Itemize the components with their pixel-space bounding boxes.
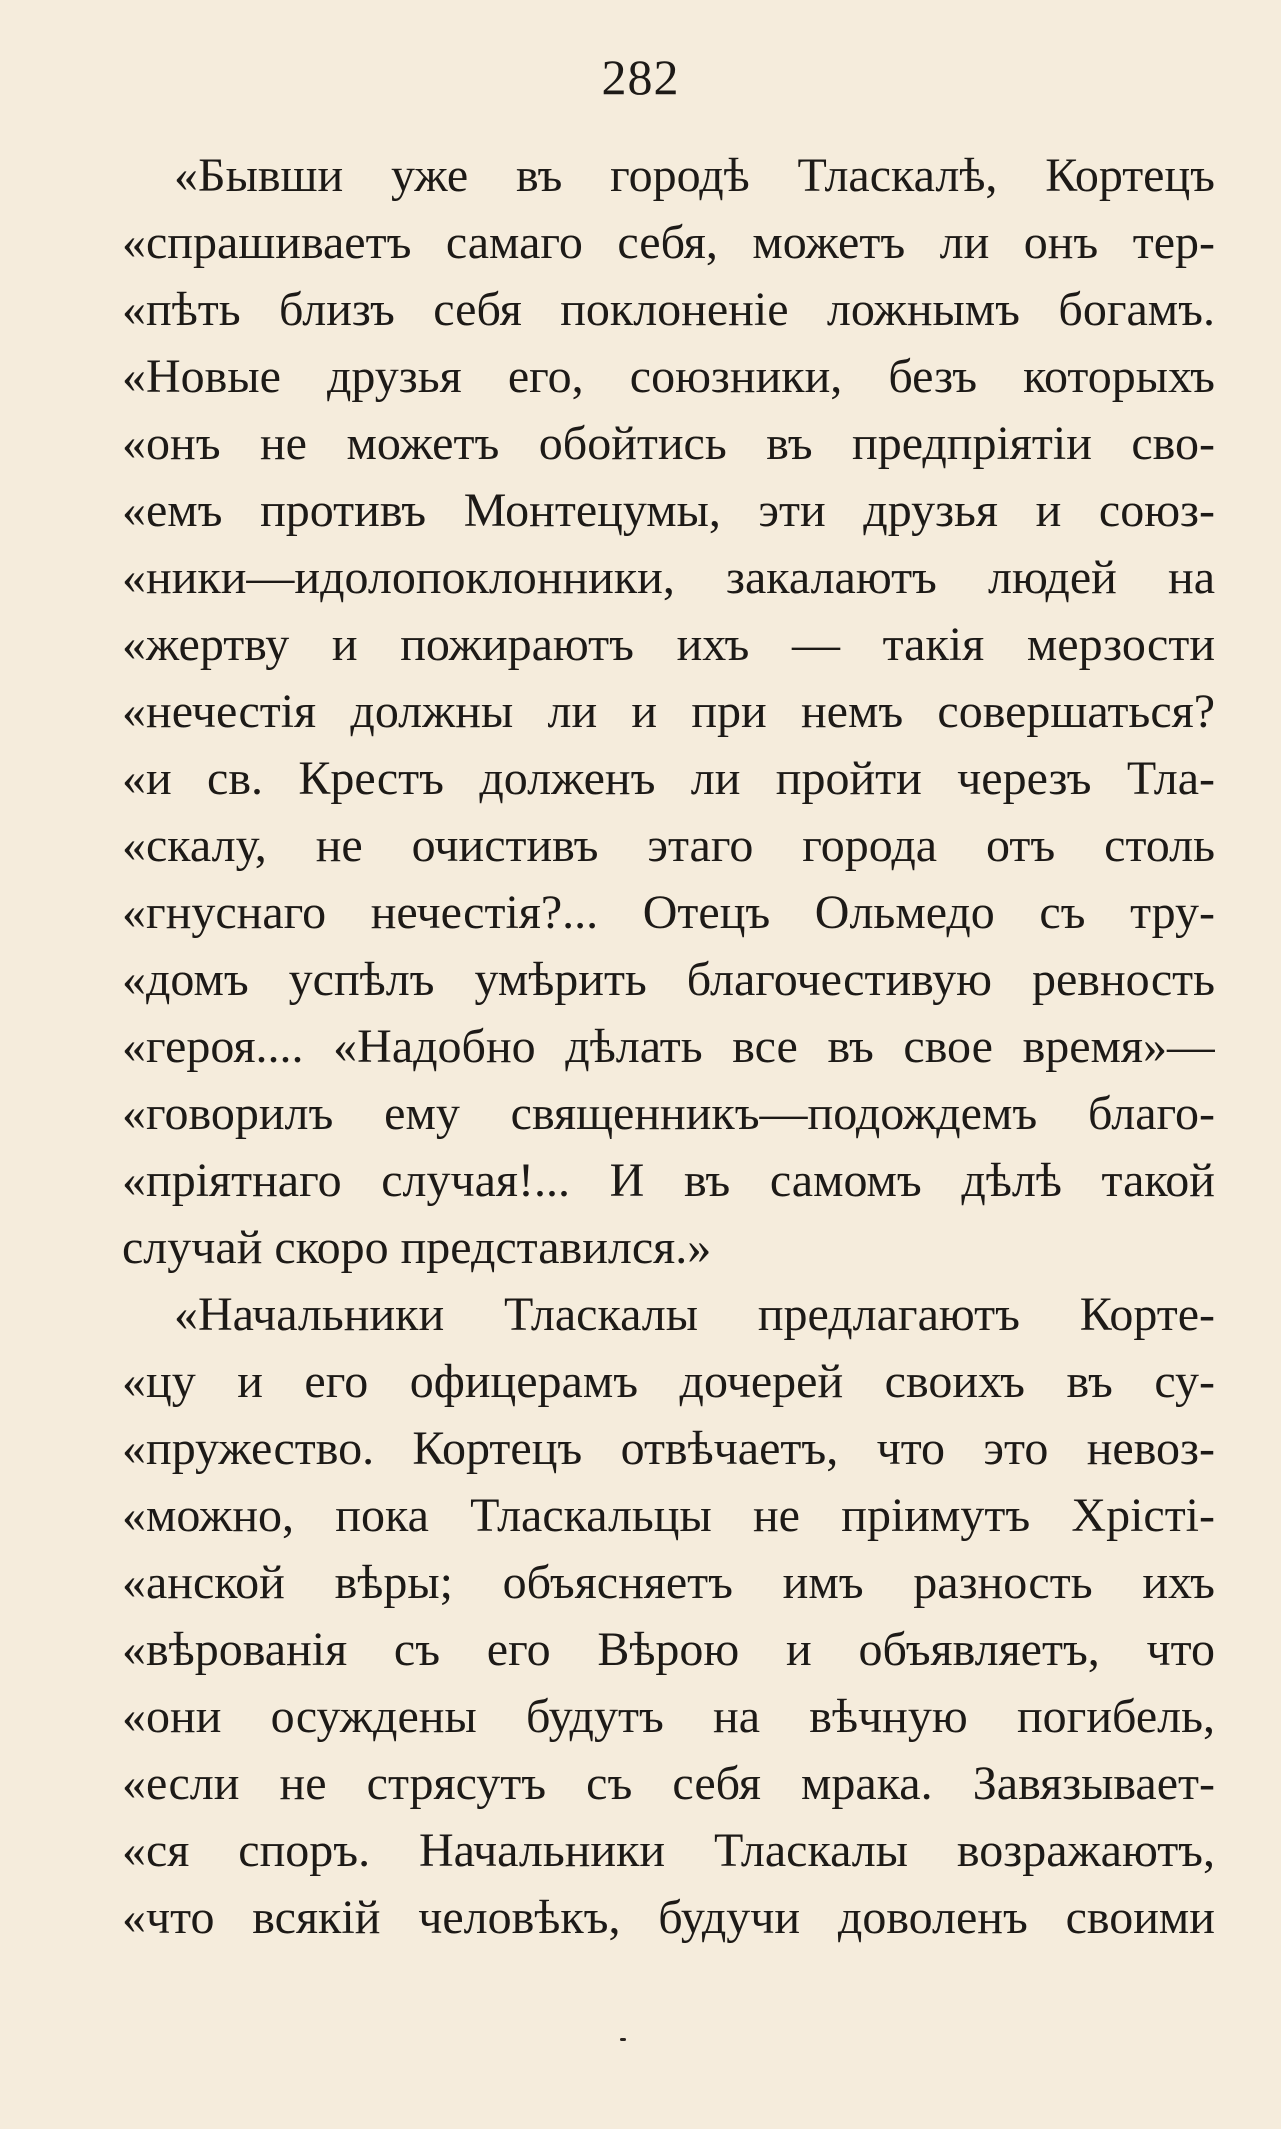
text-line: «если не стрясутъ съ себя мрака. Завязывает- (122, 1757, 1215, 1810)
text-line: «и св. Крестъ долженъ ли пройти черезъ Тла- (122, 752, 1215, 805)
text-line: «цу и его офицерамъ дочерей своихъ въ су- (122, 1355, 1215, 1408)
text-line: «емъ противъ Монтецумы, эти друзья и союз- (122, 484, 1215, 537)
text-line: «пружество. Кортецъ отвѣчаетъ, что это невоз- (122, 1422, 1215, 1475)
page-body-text (122, 142, 1215, 1951)
text-line: случай скоро представился.» (122, 1221, 712, 1274)
text-line: «онъ не можетъ обойтись въ предпріятіи сво- (122, 417, 1215, 470)
text-line: «жертву и пожираютъ ихъ — такія мерзости (122, 618, 1215, 671)
text-line: «ники—идолопоклонники, закалаютъ людей на (122, 551, 1215, 604)
page-number: 282 (601, 49, 680, 105)
text-line: «пріятнаго случая!... И въ самомъ дѣлѣ такой (122, 1154, 1215, 1207)
text-line: «ся споръ. Начальники Тласкалы возражаютъ, (122, 1824, 1215, 1877)
text-line: «скалу, не очистивъ этаго города отъ столь (122, 819, 1215, 872)
text-line: «домъ успѣлъ умѣрить благочестивую ревность (122, 953, 1215, 1006)
ink-speck (620, 2038, 626, 2041)
text-line: «говорилъ ему священникъ—подождемъ благо- (122, 1087, 1215, 1140)
text-line: «они осуждены будутъ на вѣчную погибель, (122, 1690, 1215, 1743)
text-line: «нечестія должны ли и при немъ совершаться? (122, 685, 1215, 738)
text-line: «Начальники Тласкалы предлагаютъ Корте- (174, 1288, 1215, 1341)
text-line: «Новые друзья его, союзники, безъ которыхъ (122, 350, 1215, 403)
text-line: «анской вѣры; объясняетъ имъ разность ихъ (122, 1556, 1215, 1609)
text-line: «гнуснаго нечестія?... Отецъ Ольмедо съ тру- (122, 886, 1215, 939)
text-line: «вѣрованія съ его Вѣрою и объявляетъ, что (122, 1623, 1215, 1676)
text-line: «что всякій человѣкъ, будучи доволенъ своими (122, 1891, 1215, 1944)
text-line: «пѣть близъ себя поклоненіе ложнымъ богамъ. (122, 283, 1215, 336)
text-line: «героя.... «Надобно дѣлать все въ свое время»— (122, 1020, 1215, 1073)
text-line: «можно, пока Тласкальцы не пріимутъ Хрісті- (122, 1489, 1215, 1542)
text-line: «спрашиваетъ самаго себя, можетъ ли онъ тер- (122, 216, 1215, 269)
text-line: «Бывши уже въ городѣ Тласкалѣ, Кортецъ (174, 149, 1215, 202)
